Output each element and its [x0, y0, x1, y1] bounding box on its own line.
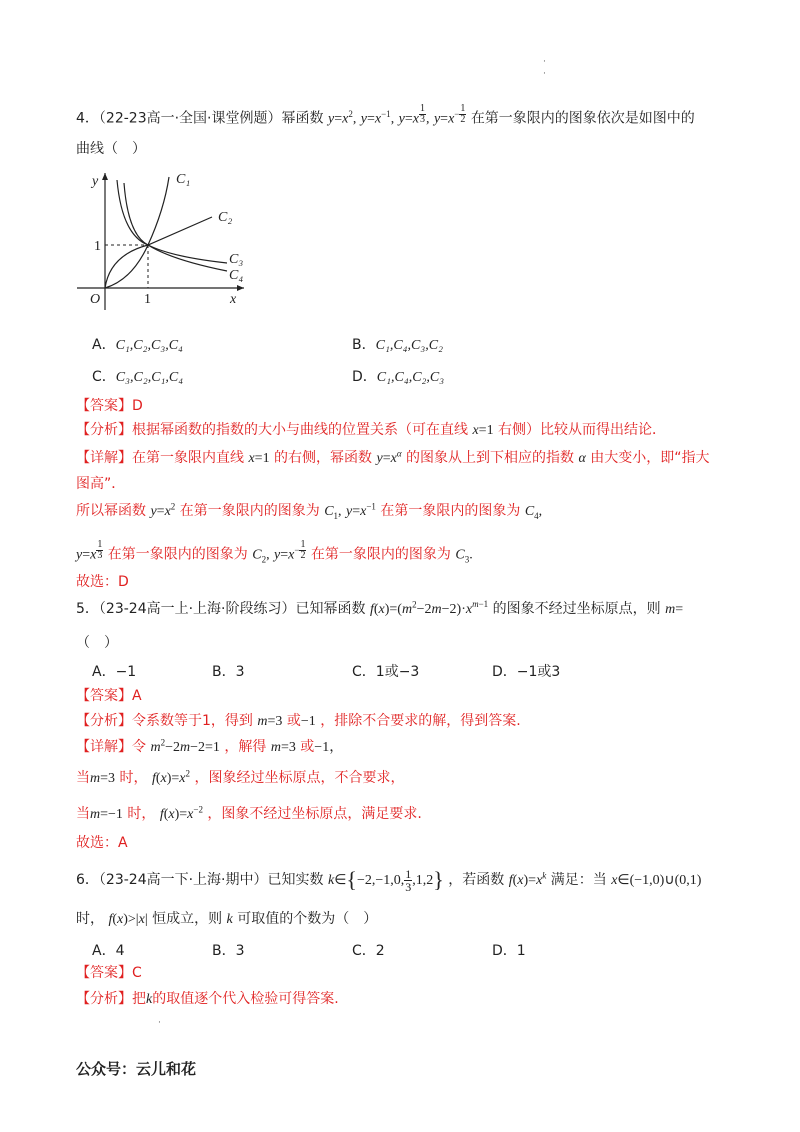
- q6-option-b[interactable]: B．3: [212, 943, 245, 959]
- curve-c4: [117, 180, 227, 271]
- q4-choose: 故选：D: [76, 574, 129, 590]
- corner-mark: · ·: [543, 57, 546, 79]
- q5-case2: 当m=−1 时， $f(x)=x^{-2}$ ，图象不经过坐标原点，满足要求.: [76, 804, 422, 822]
- q4-detail-line2: 图高”．: [76, 476, 126, 492]
- q6-option-a[interactable]: A．4: [92, 943, 125, 959]
- q5-option-c[interactable]: C．1或−3: [352, 664, 420, 680]
- label-c3: C₃: [229, 252, 244, 267]
- q6-analysis: 【分析】把k的取值逐个代入检验可得答案.: [76, 991, 339, 1007]
- q4-option-d[interactable]: D．C₁,C₄,C₂,C₃: [352, 369, 445, 385]
- q5-option-d[interactable]: D．−1或3: [492, 664, 561, 680]
- q6-option-d[interactable]: D．1: [492, 943, 526, 959]
- q5-stem: 5．（23-24高一上·上海·阶段练习）已知幂函数 $f(x)=(m^2-2m-2)\cdot x^{m-1}$ 的图象不经过坐标原点，则 m=: [76, 599, 684, 617]
- tick-x-1: 1: [144, 292, 151, 307]
- label-c4: C₄: [229, 268, 244, 283]
- q4-so-line: 所以幂函数 $y=x^2$ 在第一象限内的图象为 $C_1$, $y=x^{-1}$ 在第一象限内的图象为 $C_4$,: [76, 501, 543, 521]
- q5-choose: 故选：A: [76, 835, 128, 851]
- stray-dot: ·: [158, 1018, 161, 1028]
- q4-line4: y=x $^{\frac{1}{3}}$ 在第一象限内的图象为 $C_2$, $y=x^{- \frac{1}{2}}$ 在第一象限内的图象为 $C_3$.: [76, 539, 473, 565]
- y-label: y: [92, 174, 99, 189]
- q4-option-b[interactable]: B．C₁,C₄,C₃,C₂: [352, 337, 443, 353]
- q4-stem: 4．（22-23高一·全国·课堂例题）幂函数 $y=x^2$, $y=x^{-1}$, y=x $^{\frac{1}{3}}$ , $y=x^{- \frac{1}{2}}$ 在第一象限内的图象依次是如图中的: [76, 103, 695, 127]
- q5-answer: 【答案】A: [76, 688, 142, 704]
- x-label: x: [230, 292, 237, 307]
- q5-case1: 当m=3 时， $f(x)=x^2$ ，图象经过坐标原点，不合要求，: [76, 768, 405, 786]
- q4-option-a[interactable]: A．C₁,C₂,C₃,C₄: [92, 337, 183, 353]
- curve-c1: [105, 177, 169, 288]
- q5-option-a[interactable]: A．−1: [92, 664, 137, 680]
- footer-text: 公众号：云儿和花: [76, 1060, 197, 1078]
- q4-graph: [72, 165, 252, 315]
- label-c2: C₂: [218, 210, 233, 225]
- q5-analysis: 【分析】令系数等于1，得到 m=3 或−1 ，排除不合要求的解，得到答案.: [76, 713, 521, 729]
- q4-option-c[interactable]: C．C₃,C₂,C₁,C₄: [92, 369, 184, 385]
- label-c1: C₁: [176, 172, 191, 187]
- q6-answer: 【答案】C: [76, 965, 142, 981]
- q6-stem: 6．（23-24高一下·上海·期中）已知实数 k∈{−2,−1,0, $\frac{1}{3}$ ,1,2} ，若函数 $f(x)=x^k$ 满足：当 x∈(−1,0)∪(0,1): [76, 866, 702, 894]
- q4-answer: 【答案】D: [76, 398, 143, 414]
- q4-detail: 【详解】在第一象限内直线 x=1 的右侧，幂函数 $y=x^\alpha$ 的图象从上到下相应的指数 α 由大变小，即“指大: [76, 448, 710, 466]
- q5-detail: 【详解】令 $m^2-2m-2=1$ ，解得 m=3 或−1，: [76, 737, 344, 755]
- curve-c3: [124, 183, 227, 263]
- q6-option-c[interactable]: C．2: [352, 943, 385, 959]
- q5-option-b[interactable]: B．3: [212, 664, 245, 680]
- q5-stem-line2: （ ）: [76, 635, 118, 651]
- q4-stem-line2: 曲线（ ）: [76, 141, 146, 157]
- q4-analysis: 【分析】根据幂函数的指数的大小与曲线的位置关系（可在直线 x=1 右侧）比较从而得出结论．: [76, 422, 667, 438]
- q6-stem-line2: 时， f(x)>|x| 恒成立，则 k 可取值的个数为（ ）: [76, 911, 378, 927]
- tick-y-1: 1: [94, 239, 101, 254]
- curve-c2: [105, 217, 212, 288]
- origin-label: O: [90, 292, 101, 307]
